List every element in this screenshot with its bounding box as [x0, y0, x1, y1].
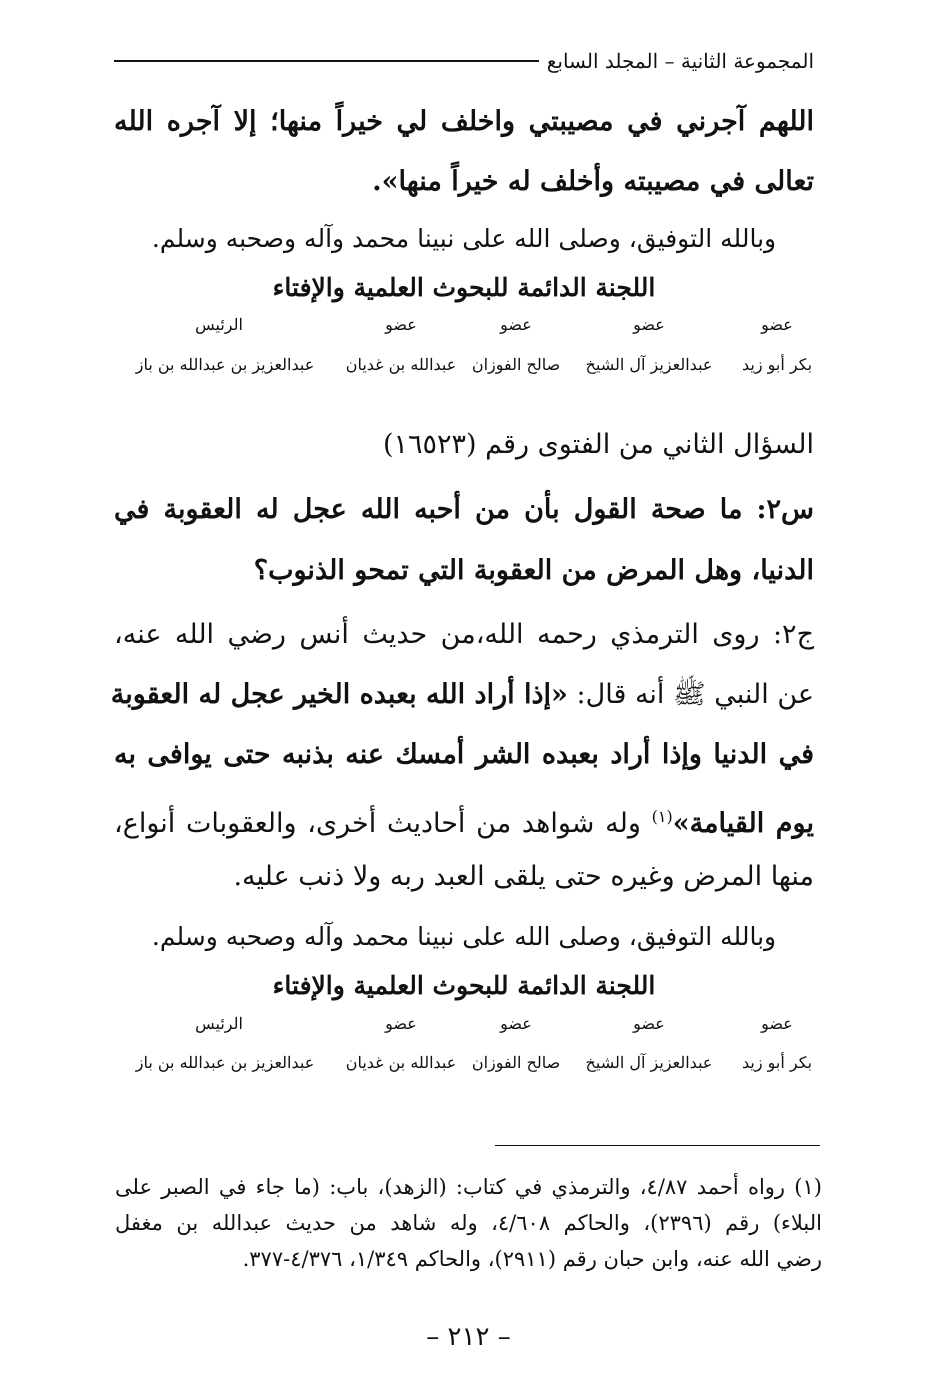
signatory-names-1 — [112, 355, 837, 379]
signatory-name: صالح الفوزان — [471, 1053, 561, 1072]
running-header — [114, 46, 814, 76]
signatory-names-2 — [112, 1053, 837, 1077]
answer-line-1: ج٢: روى الترمذي رحمه الله،من حديث أنس رضي الله عنه، — [114, 619, 814, 650]
hadith-line-2: تعالى في مصيبته وأخلف له خيراً منها». — [372, 166, 814, 197]
hadith-line-1: اللهم آجرني في مصيبتي واخلف لي خيراً منها؛ إلا آجره الله — [114, 106, 814, 137]
signatory-roles-2 — [112, 1014, 837, 1038]
answer-line-2-bold: «إذا أراد الله بعبده الخير عجل له العقوبة — [110, 679, 568, 710]
page-number: – ٢١٢ – — [426, 1322, 511, 1352]
signatory-name: صالح الفوزان — [471, 355, 561, 374]
answer-line-4-bold: يوم القيامة» — [672, 808, 814, 839]
answer-line-2 — [110, 673, 814, 717]
answer-line-4-plain: وله شواهد من أحاديث أخرى، والعقوبات أنواع، — [114, 808, 641, 839]
footnote-line-2: البلاء) رقم (٢٣٩٦)، والحاكم ٤/٦٠٨، وله شاهد من حديث عبدالله بن مغفل — [115, 1211, 823, 1235]
signatory-name: عبدالعزيز آل الشيخ — [585, 355, 713, 374]
signatory-role: عضو — [500, 1014, 532, 1033]
answer-line-5: منها المرض وغيره حتى يلقى العبد ربه ولا ذنب عليه. — [233, 861, 814, 892]
signatory-name: بكر أبو زيد — [741, 355, 813, 374]
closing-text-2: وبالله التوفيق، وصلى الله على نبينا محمد وآله وصحبه وسلم. — [151, 922, 777, 951]
signatory-name: عبدالعزيز بن عبدالله بن باز — [135, 1053, 315, 1072]
signatory-name: عبدالله بن غديان — [345, 1053, 457, 1072]
signatory-name: عبدالعزيز بن عبدالله بن باز — [135, 355, 315, 374]
footnote-rule — [495, 1145, 820, 1146]
closing-text-1: وبالله التوفيق، وصلى الله على نبينا محمد وآله وصحبه وسلم. — [151, 224, 777, 253]
committee-title-2: اللجنة الدائمة للبحوث العلمية والإفتاء — [272, 971, 656, 1000]
fatwa-heading: السؤال الثاني من الفتوى رقم (١٦٥٢٣) — [382, 429, 814, 460]
signatory-role: الرئيس — [195, 1014, 243, 1033]
signatory-name: عبدالله بن غديان — [345, 355, 457, 374]
signatory-role: عضو — [761, 1014, 793, 1033]
question-line-1: س٢: ما صحة القول بأن من أحبه الله عجل له العقوبة في — [114, 494, 814, 525]
signatory-role: عضو — [633, 315, 665, 334]
footnote-line-3: رضي الله عنه، وابن حبان رقم (٢٩١١)، والحاكم ١/٣٤٩، ٤/٣٧٦-٣٧٧. — [242, 1247, 822, 1271]
answer-line-4 — [114, 795, 814, 846]
signatory-role: الرئيس — [195, 315, 243, 334]
signatory-role: عضو — [500, 315, 532, 334]
committee-title-1: اللجنة الدائمة للبحوث العلمية والإفتاء — [272, 273, 656, 302]
answer-line-3: في الدنيا وإذا أراد بعبده الشر أمسك عنه بذنبه حتى يوافى به — [114, 739, 814, 770]
signatory-roles-1 — [112, 315, 837, 339]
signatory-name: عبدالعزيز آل الشيخ — [585, 1053, 713, 1072]
question-line-2: الدنيا، وهل المرض من العقوبة التي تمحو الذنوب؟ — [253, 555, 814, 586]
header-title: المجموعة الثانية – المجلد السابع — [546, 49, 814, 73]
footnote-line-1: (١) رواه أحمد ٤/٨٧، والترمذي في كتاب: (الزهد)، باب: (ما جاء في الصبر على — [115, 1175, 822, 1199]
footnote-ref: (١) — [651, 807, 673, 826]
signatory-role: عضو — [633, 1014, 665, 1033]
signatory-role: عضو — [385, 315, 417, 334]
header-rule — [114, 60, 539, 62]
answer-line-2-plain: عن النبي ﷺ أنه قال: — [576, 679, 814, 710]
signatory-role: عضو — [761, 315, 793, 334]
signatory-name: بكر أبو زيد — [741, 1053, 813, 1072]
signatory-role: عضو — [385, 1014, 417, 1033]
